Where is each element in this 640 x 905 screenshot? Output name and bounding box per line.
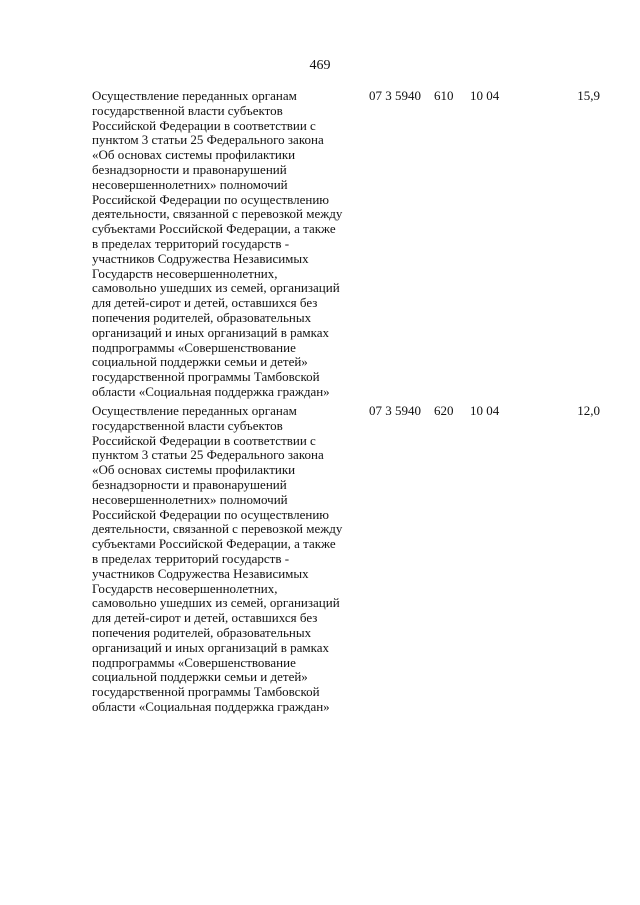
row-description: Осуществление переданных органам государственной власти субъектов Российской Федерации в соответствии с пунктом 3 статьи 25 Федерального закона «Об основах системы профилактики безнадзорности и правонарушений несовершеннолетних» полномочий Российской Федерации по осуществлению деятельности, связанной с перевозкой между субъектами Российской Федерации, а также в пределах территорий государств - участников Содружества Независимых Государств несовершеннолетних, самовольно ушедших из семей, организаций для детей-сирот и детей, оставшихся без попечения родителей, образовательных организаций и иных организаций в рамках подпрограммы «Совершенствование социальной поддержки семьи и детей» государственной программы Тамбовской области «Социальная поддержка граждан» [92, 88, 343, 399]
expense-type-code: 620 [434, 403, 454, 418]
amount-value: 12,0 [577, 403, 600, 418]
expense-type-code: 610 [434, 88, 454, 103]
amount-value: 15,9 [577, 88, 600, 103]
target-article-code: 07 3 5940 [369, 88, 421, 103]
row-description: Осуществление переданных органам государственной власти субъектов Российской Федерации в соответствии с пунктом 3 статьи 25 Федерального закона «Об основах системы профилактики безнадзорности и правонарушений несовершеннолетних» полномочий Российской Федерации по осуществлению деятельности, связанной с перевозкой между субъектами Российской Федерации, а также в пределах территорий государств - участников Содружества Независимых Государств несовершеннолетних, самовольно ушедших из семей, организаций для детей-сирот и детей, оставшихся без попечения родителей, образовательных организаций и иных организаций в рамках подпрограммы «Совершенствование социальной поддержки семьи и детей» государственной программы Тамбовской области «Социальная поддержка граждан» [92, 403, 343, 714]
section-subsection-code: 10 04 [470, 403, 500, 418]
page-number: 469 [309, 58, 331, 73]
section-subsection-code: 10 04 [470, 88, 500, 103]
target-article-code: 07 3 5940 [369, 403, 421, 418]
